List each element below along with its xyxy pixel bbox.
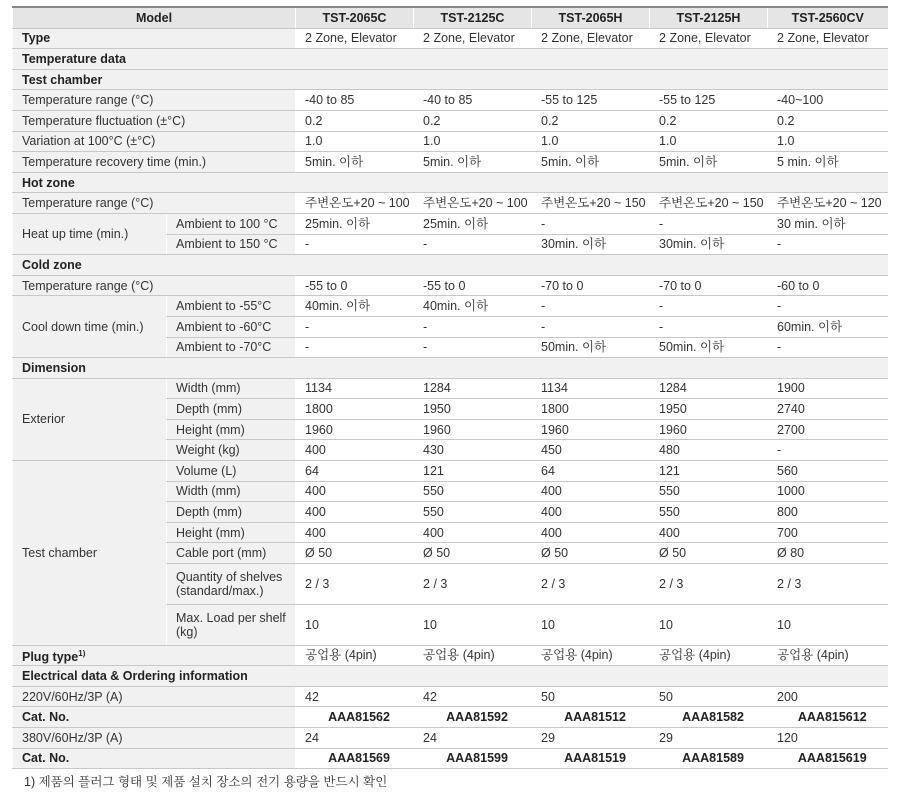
type-label: Type: [13, 28, 296, 49]
table-cell: 1000: [768, 481, 888, 502]
table-cell: Ø 80: [768, 543, 888, 564]
table-cell: 0.2: [532, 110, 650, 131]
table-cell: 2 Zone, Elevator: [296, 28, 414, 49]
table-row: [13, 110, 888, 131]
table-cell: 60min. 이하: [768, 316, 888, 337]
table-cell: 공업용 (4pin): [414, 645, 532, 666]
table-cell: 2740: [768, 399, 888, 420]
cat-no-cell: AAA81592: [414, 707, 532, 728]
table-cell: 400: [296, 502, 414, 523]
table-cell: 1960: [296, 419, 414, 440]
table-cell: 24: [296, 728, 414, 749]
table-cell: -: [650, 296, 768, 317]
table-cell: 5min. 이하: [296, 152, 414, 173]
table-cell: -55 to 0: [296, 275, 414, 296]
table-cell: 30min. 이하: [650, 234, 768, 255]
cat-no-cell: AAA81519: [532, 748, 650, 769]
table-cell: 2 / 3: [532, 564, 650, 605]
table-cell: 29: [650, 728, 768, 749]
table-cell: 400: [650, 522, 768, 543]
model-header: Model: [13, 7, 296, 28]
table-cell: 50: [532, 686, 650, 707]
section-row: [13, 358, 888, 379]
table-cell: 10: [414, 604, 532, 645]
group-label: Cool down time (min.): [13, 296, 167, 358]
cat-no-cell: AAA81582: [650, 707, 768, 728]
table-cell: 주변온도+20 ~ 100: [296, 193, 414, 214]
table-cell: 550: [650, 481, 768, 502]
table-cell: 1.0: [532, 131, 650, 152]
row-label: Width (mm): [167, 481, 296, 502]
row-label: Quantity of shelves (standard/max.): [167, 564, 296, 605]
table-row: [13, 728, 888, 749]
footnote: 1) 제품의 플러그 형태 및 제품 설치 장소의 전기 용량을 반드시 확인: [24, 775, 388, 789]
row-label: Height (mm): [167, 522, 296, 543]
table-cell: 0.2: [768, 110, 888, 131]
model-name: TST-2065C: [296, 7, 414, 28]
table-cell: 10: [768, 604, 888, 645]
table-cell: 공업용 (4pin): [296, 645, 414, 666]
table-cell: 1134: [532, 378, 650, 399]
table-cell: 1950: [414, 399, 532, 420]
model-name: TST-2560CV: [768, 7, 888, 28]
table-cell: 400: [296, 522, 414, 543]
table-cell: 1134: [296, 378, 414, 399]
table-row: [13, 707, 888, 728]
table-cell: 2 Zone, Elevator: [650, 28, 768, 49]
table-cell: Ø 50: [650, 543, 768, 564]
table-cell: 30min. 이하: [532, 234, 650, 255]
table-cell: 400: [532, 522, 650, 543]
table-cell: 주변온도+20 ~ 100: [414, 193, 532, 214]
table-cell: 1800: [296, 399, 414, 420]
table-cell: 400: [532, 481, 650, 502]
cat-no-cell: AAA81589: [650, 748, 768, 769]
table-cell: 2700: [768, 419, 888, 440]
cat-no-label: Cat. No.: [13, 748, 296, 769]
table-cell: -: [296, 337, 414, 358]
section-row: [13, 49, 888, 70]
table-cell: 400: [414, 522, 532, 543]
table-cell: 30 min. 이하: [768, 213, 888, 234]
table-cell: 1.0: [768, 131, 888, 152]
table-cell: 2 Zone, Elevator: [768, 28, 888, 49]
table-cell: 121: [414, 461, 532, 482]
group-label: Test chamber: [13, 461, 167, 646]
spec-table: [12, 6, 888, 769]
table-cell: 10: [296, 604, 414, 645]
table-cell: 5 min. 이하: [768, 152, 888, 173]
table-cell: 800: [768, 502, 888, 523]
row-label: Temperature fluctuation (±°C): [13, 110, 296, 131]
table-cell: -: [650, 213, 768, 234]
table-cell: 120: [768, 728, 888, 749]
table-cell: 50min. 이하: [532, 337, 650, 358]
section-row: [13, 666, 888, 687]
row-label: Ambient to -55°C: [167, 296, 296, 317]
table-row: [13, 193, 888, 214]
table-cell: -: [532, 213, 650, 234]
table-cell: -40 to 85: [296, 90, 414, 111]
table-cell: -: [768, 234, 888, 255]
cat-no-cell: AAA815612: [768, 707, 888, 728]
table-cell: 2 / 3: [768, 564, 888, 605]
table-cell: 2 Zone, Elevator: [532, 28, 650, 49]
table-cell: 50min. 이하: [650, 337, 768, 358]
row-label: Max. Load per shelf (kg): [167, 604, 296, 645]
table-cell: 2 / 3: [650, 564, 768, 605]
table-cell: 550: [650, 502, 768, 523]
table-cell: 1960: [532, 419, 650, 440]
row-label: Depth (mm): [167, 502, 296, 523]
row-label: Weight (kg): [167, 440, 296, 461]
table-cell: 0.2: [414, 110, 532, 131]
table-cell: 주변온도+20 ~ 120: [768, 193, 888, 214]
table-cell: 1.0: [296, 131, 414, 152]
table-cell: Ø 50: [296, 543, 414, 564]
row-label: Width (mm): [167, 378, 296, 399]
table-row: [13, 296, 888, 317]
cat-no-cell: AAA81512: [532, 707, 650, 728]
group-label: Heat up time (min.): [13, 213, 167, 254]
table-cell: 400: [296, 440, 414, 461]
section-title: Cold zone: [13, 255, 888, 276]
row-label: Ambient to 150 °C: [167, 234, 296, 255]
plug-type-label: [13, 645, 296, 666]
table-cell: -: [532, 296, 650, 317]
table-cell: 480: [650, 440, 768, 461]
row-label: Cable port (mm): [167, 543, 296, 564]
table-cell: 주변온도+20 ~ 150: [532, 193, 650, 214]
table-cell: 공업용 (4pin): [532, 645, 650, 666]
table-cell: -: [532, 316, 650, 337]
cat-no-cell: AAA81562: [296, 707, 414, 728]
section-row: [13, 69, 888, 90]
table-cell: -: [768, 296, 888, 317]
table-row: [13, 213, 888, 234]
table-cell: 450: [532, 440, 650, 461]
table-row: [13, 90, 888, 111]
plug-type-text: Plug type: [22, 650, 79, 664]
table-row: [13, 275, 888, 296]
table-cell: 1.0: [650, 131, 768, 152]
table-cell: -55 to 125: [532, 90, 650, 111]
table-cell: 200: [768, 686, 888, 707]
table-cell: 2 / 3: [296, 564, 414, 605]
table-cell: -: [414, 337, 532, 358]
group-label: Exterior: [13, 378, 167, 460]
section-row: [13, 255, 888, 276]
table-cell: 700: [768, 522, 888, 543]
row-label: Temperature range (°C): [13, 275, 296, 296]
table-cell: 5min. 이하: [650, 152, 768, 173]
table-row: [13, 461, 888, 482]
table-cell: 400: [532, 502, 650, 523]
table-cell: 40min. 이하: [296, 296, 414, 317]
table-cell: -: [414, 316, 532, 337]
model-name: TST-2065H: [532, 7, 650, 28]
row-label: Ambient to 100 °C: [167, 213, 296, 234]
table-cell: 1960: [414, 419, 532, 440]
row-label: Temperature range (°C): [13, 193, 296, 214]
table-cell: 5min. 이하: [532, 152, 650, 173]
table-cell: 64: [532, 461, 650, 482]
section-title: Hot zone: [13, 172, 888, 193]
table-cell: 430: [414, 440, 532, 461]
row-label: Ambient to -60°C: [167, 316, 296, 337]
table-row: [13, 748, 888, 769]
table-cell: -: [414, 234, 532, 255]
table-cell: 5min. 이하: [414, 152, 532, 173]
table-cell: -70 to 0: [532, 275, 650, 296]
header-row: [13, 7, 888, 28]
table-cell: Ø 50: [414, 543, 532, 564]
table-cell: 10: [650, 604, 768, 645]
table-row: [13, 686, 888, 707]
table-cell: 1.0: [414, 131, 532, 152]
cat-no-label: Cat. No.: [13, 707, 296, 728]
table-row: [13, 28, 888, 49]
table-cell: -55 to 125: [650, 90, 768, 111]
table-cell: Ø 50: [532, 543, 650, 564]
table-cell: 1284: [414, 378, 532, 399]
table-row: [13, 152, 888, 173]
model-name: TST-2125C: [414, 7, 532, 28]
table-cell: 560: [768, 461, 888, 482]
table-cell: 400: [296, 481, 414, 502]
table-row: [13, 131, 888, 152]
table-cell: 42: [414, 686, 532, 707]
model-name: TST-2125H: [650, 7, 768, 28]
table-cell: 공업용 (4pin): [768, 645, 888, 666]
table-cell: 주변온도+20 ~ 150: [650, 193, 768, 214]
row-label: 220V/60Hz/3P (A): [13, 686, 296, 707]
table-cell: -40~100: [768, 90, 888, 111]
row-label: Depth (mm): [167, 399, 296, 420]
row-label: Temperature recovery time (min.): [13, 152, 296, 173]
row-label: Temperature range (°C): [13, 90, 296, 111]
section-title: Electrical data & Ordering information: [13, 666, 888, 687]
table-cell: 25min. 이하: [414, 213, 532, 234]
table-cell: -60 to 0: [768, 275, 888, 296]
table-cell: 10: [532, 604, 650, 645]
table-row: [13, 645, 888, 666]
table-cell: 1800: [532, 399, 650, 420]
section-title: Test chamber: [13, 69, 888, 90]
table-cell: 25min. 이하: [296, 213, 414, 234]
table-cell: -40 to 85: [414, 90, 532, 111]
table-cell: 1284: [650, 378, 768, 399]
footnote-marker: 1): [78, 648, 86, 658]
table-cell: 1950: [650, 399, 768, 420]
section-title: Temperature data: [13, 49, 888, 70]
section-title: Dimension: [13, 358, 888, 379]
table-cell: 64: [296, 461, 414, 482]
table-cell: 42: [296, 686, 414, 707]
table-cell: 40min. 이하: [414, 296, 532, 317]
cat-no-cell: AAA815619: [768, 748, 888, 769]
table-row: [13, 378, 888, 399]
table-cell: 0.2: [650, 110, 768, 131]
table-cell: 121: [650, 461, 768, 482]
table-cell: 1960: [650, 419, 768, 440]
row-label: Volume (L): [167, 461, 296, 482]
table-cell: 공업용 (4pin): [650, 645, 768, 666]
row-label: Ambient to -70°C: [167, 337, 296, 358]
table-cell: 50: [650, 686, 768, 707]
table-cell: -: [768, 440, 888, 461]
table-cell: 2 / 3: [414, 564, 532, 605]
table-cell: 24: [414, 728, 532, 749]
table-cell: 29: [532, 728, 650, 749]
cat-no-cell: AAA81599: [414, 748, 532, 769]
table-cell: 2 Zone, Elevator: [414, 28, 532, 49]
cat-no-cell: AAA81569: [296, 748, 414, 769]
table-cell: -: [650, 316, 768, 337]
table-cell: 550: [414, 502, 532, 523]
table-cell: 1900: [768, 378, 888, 399]
row-label: Variation at 100°C (±°C): [13, 131, 296, 152]
table-cell: 0.2: [296, 110, 414, 131]
section-row: [13, 172, 888, 193]
row-label: 380V/60Hz/3P (A): [13, 728, 296, 749]
table-cell: -: [296, 234, 414, 255]
table-cell: -70 to 0: [650, 275, 768, 296]
table-cell: 550: [414, 481, 532, 502]
table-cell: -: [296, 316, 414, 337]
table-cell: -: [768, 337, 888, 358]
row-label: Height (mm): [167, 419, 296, 440]
table-cell: -55 to 0: [414, 275, 532, 296]
